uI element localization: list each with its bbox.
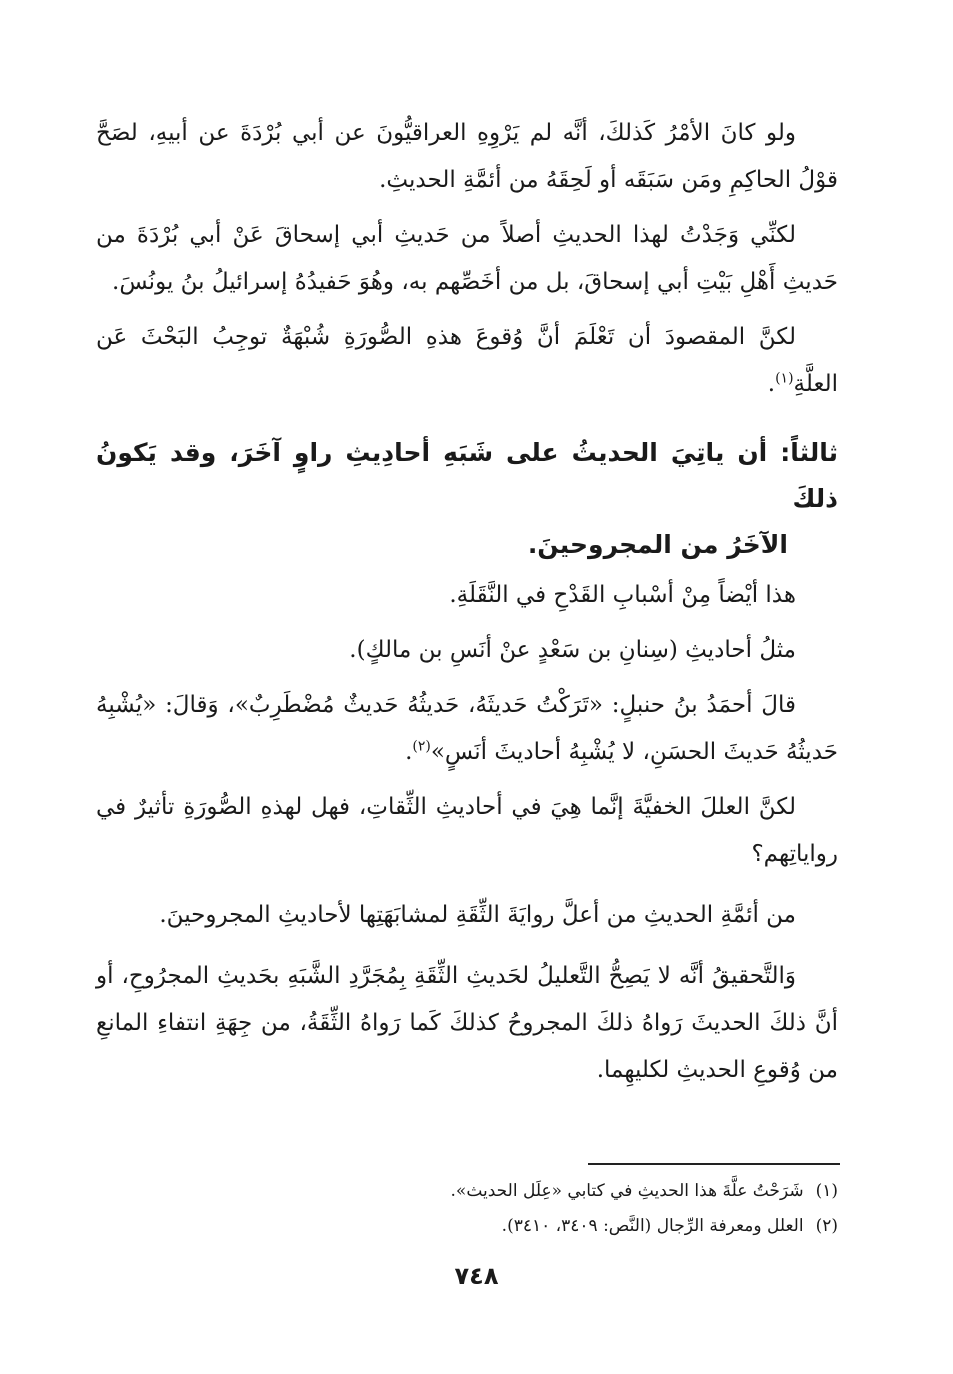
footnote-divider	[588, 1163, 840, 1165]
footnote-reference[interactable]: (٢)	[412, 738, 431, 755]
section-heading-line: ثالثاً: أن ياتِيَ الحديثُ على شَبَهِ أحادِيثِ راوٍ آخَرَ، وقد يَكونُ ذلكَ	[96, 438, 838, 513]
paragraph-end: .	[405, 739, 413, 765]
paragraph	[96, 682, 838, 776]
paragraph-end: .	[767, 371, 776, 397]
paragraph: وَالتَّحقيقُ أنَّه لا يَصِحُّ التَّعليلُ لحَديثِ الثِّقَةِ بِمُجَرَّدِ الشَّبَهِ بحَديثِ المجرُوحِ، أو أنَّ ذلكَ الحديثَ رَواهُ ذلكَ المجروحُ كذلكَ كَما رَواهُ الثِّقَةُ، من جِهَةِ انتفاءِ المانعِ من وُقوعِ الحديثِ لكليهِما.	[96, 963, 838, 1083]
paragraph: مثلُ أحاديثِ (سِنانِ بن سَعْدٍ عنْ أنَسِ بن مالكٍ).	[349, 637, 796, 663]
footnote	[96, 1209, 838, 1244]
footnote-number: (١)	[815, 1181, 838, 1201]
paragraph: لكنِّي وَجَدْتُ لهذا الحديثِ أصلاً من حَديثِ أبي إسحاقَ عَنْ أبي بُرْدَةَ من حَديثِ أَهْلِ بَيْتِ أبي إسحاقَ، بل من أخَصِّهم به، وهُوَ حَفيدُهُ إسرائيلُ بنُ يونُسَ.	[96, 222, 838, 295]
paragraph-text: قالَ أحمَدُ بنُ حنبلٍ: «تَرَكْتُ حَديثَهُ، حَديثُهُ حَديثٌ مُضْطَرِبٌ»، وَقالَ: «يُشْبِهُ حَديثُهُ حَديثَ الحسَنِ، لا يُشْبِهُ أحاديثَ أنَسٍ»	[96, 692, 838, 765]
section-heading	[96, 430, 838, 568]
paragraph: من أئمَّةِ الحديثِ من أعلَّ روايَةَ الثِّقَةِ لمشابَهَتِها لأحاديثِ المجروحينَ.	[159, 902, 796, 928]
footnotes	[96, 1174, 838, 1244]
paragraph: لكنَّ العللَ الخفيَّةَ إنَّما هِيَ في أحاديثِ الثِّقاتِ، فهل لهذهِ الصُّورَةِ تأثيرٌ في رواياتِهم؟	[96, 794, 838, 867]
footnote-number: (٢)	[815, 1216, 838, 1236]
footnote-text: العلل ومعرفة الرِّجال (النَّص: ٣٤٠٩، ٣٤١٠).	[501, 1216, 804, 1236]
paragraph	[96, 314, 838, 408]
paragraph: هذا أيْضاً مِنْ أسْبابِ القَدْحِ في النَّقَلَةِ.	[449, 582, 796, 608]
footnote	[96, 1174, 838, 1209]
page-number: ٧٤٨	[454, 1262, 499, 1290]
paragraph-text: لكنَّ المقصودَ أن تَعْلَمَ أنَّ وُقوعَ هذهِ الصُّورَةِ شُبْهَةٌ توجِبُ البَحْثَ عَن العلَّةِ	[96, 324, 838, 397]
page-body	[96, 110, 838, 1102]
section-heading-line: الآخَرُ من المجروحينَ.	[527, 530, 788, 559]
paragraph: ولو كانَ الأمْرُ كَذلكَ، أنَّه لم يَرْوِهِ العراقيُّونَ عن أبي بُرْدَةَ عن أبيهِ، لصَحَّ قوْلُ الحاكِمِ ومَن سَبَقَه أو لَحِقَهُ من أئمَّةِ الحديثِ.	[96, 120, 838, 193]
footnote-text: شَرَحْتُ علَّةَ هذا الحديثِ في كتابي «عِلَل الحديث».	[450, 1181, 804, 1201]
footnote-reference[interactable]: (١)	[775, 370, 794, 387]
